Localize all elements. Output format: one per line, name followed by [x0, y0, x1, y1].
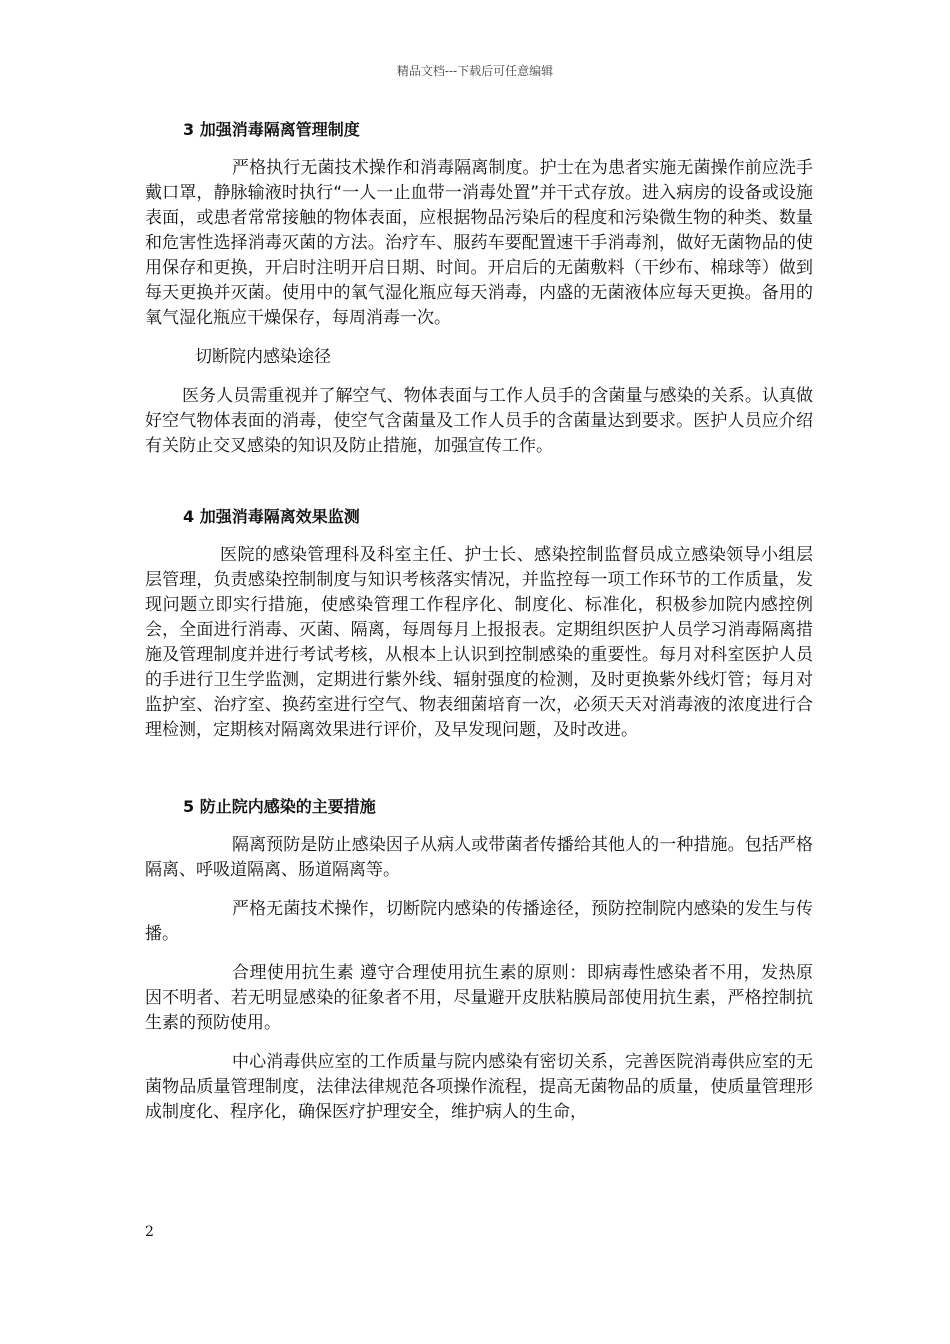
section-5-paragraph-1: 隔离预防是防止感染因子从病人或带菌者传播给其他人的一种措施。包括严格隔离、呼吸道隔离、肠道隔离等。 [145, 835, 813, 880]
section-4-paragraph-1: 医院的感染管理科及科室主任、护士长、感染控制监督员成立感染领导小组层层管理，负责感染控制制度与知识考核落实情况，并监控每一项工作环节的工作质量，发现问题立即实行措施，使感染管理工作程序化、制度化、标准化，积极参加院内感控例会，全面进行消毒、灭菌、隔离，每周每月上报报表。定期组织医护人员学习消毒隔离措施及管理制度并进行考试考核，从根本上认识到控制感染的重要性。每月对科室医护人员的手进行卫生学监测，定期进行紫外线、辐射强度的检测，及时更换紫外线灯管；每月对监护室、治疗室、换药室进行空气、物表细菌培育一次，必须天天对消毒液的浓度进行合理检测，定期核对隔离效果进行评价，及早发现问题，及时改进。 [145, 545, 813, 740]
section-3-paragraph-2: 医务人员需重视并了解空气、物体表面与工作人员手的含菌量与感染的关系。认真做好空气物体表面的消毒，使空气含菌量及工作人员手的含菌量达到要求。医护人员应介绍有关防止交叉感染的知识及防止措施，加强宣传工作。 [145, 386, 813, 456]
section-3-subheading: 切断院内感染途径 [195, 347, 331, 367]
section-5-paragraph-2: 严格无菌技术操作，切断院内感染的传播途径，预防控制院内感染的发生与传播。 [145, 899, 813, 944]
section-5-paragraph-4: 中心消毒供应室的工作质量与院内感染有密切关系，完善医院消毒供应室的无菌物品质量管理制度，法律法律规范各项操作流程，提高无菌物品的质量，使质量管理形成制度化、程序化，确保医疗护理安全，维护病人的生命， [145, 1052, 813, 1122]
page-number: 2 [145, 1224, 154, 1240]
section-5-paragraph-3: 合理使用抗生素 遵守合理使用抗生素的原则：即病毒性感染者不用，发热原因不明者、若无明显感染的征象者不用，尽量避开皮肤粘膜局部使用抗生素，严格控制抗生素的预防使用。 [145, 963, 813, 1033]
section-3-heading: 3 加强消毒隔离管理制度 [183, 120, 360, 139]
section-5-heading: 5 防止院内感染的主要措施 [183, 797, 376, 816]
section-4-heading: 4 加强消毒隔离效果监测 [183, 507, 360, 526]
document-body [145, 118, 813, 1125]
section-3-paragraph-1: 严格执行无菌技术操作和消毒隔离制度。护士在为患者实施无菌操作前应洗手戴口罩，静脉输液时执行“一人一止血带一消毒处置”并干式存放。进入病房的设备或设施表面，或患者常常接触的物体表面，应根据物品污染后的程度和污染微生物的种类、数量和危害性选择消毒灭菌的方法。治疗车、服药车要配置速干手消毒剂，做好无菌物品的使用保存和更换，开启时注明开启日期、时间。开启后的无菌敷料（干纱布、棉球等）做到每天更换并灭菌。使用中的氧气湿化瓶应每天消毒，内盛的无菌液体应每天更换。备用的氧气湿化瓶应干燥保存，每周消毒一次。 [145, 158, 813, 328]
page-header: 精品文档---下载后可任意编辑 [396, 64, 554, 78]
